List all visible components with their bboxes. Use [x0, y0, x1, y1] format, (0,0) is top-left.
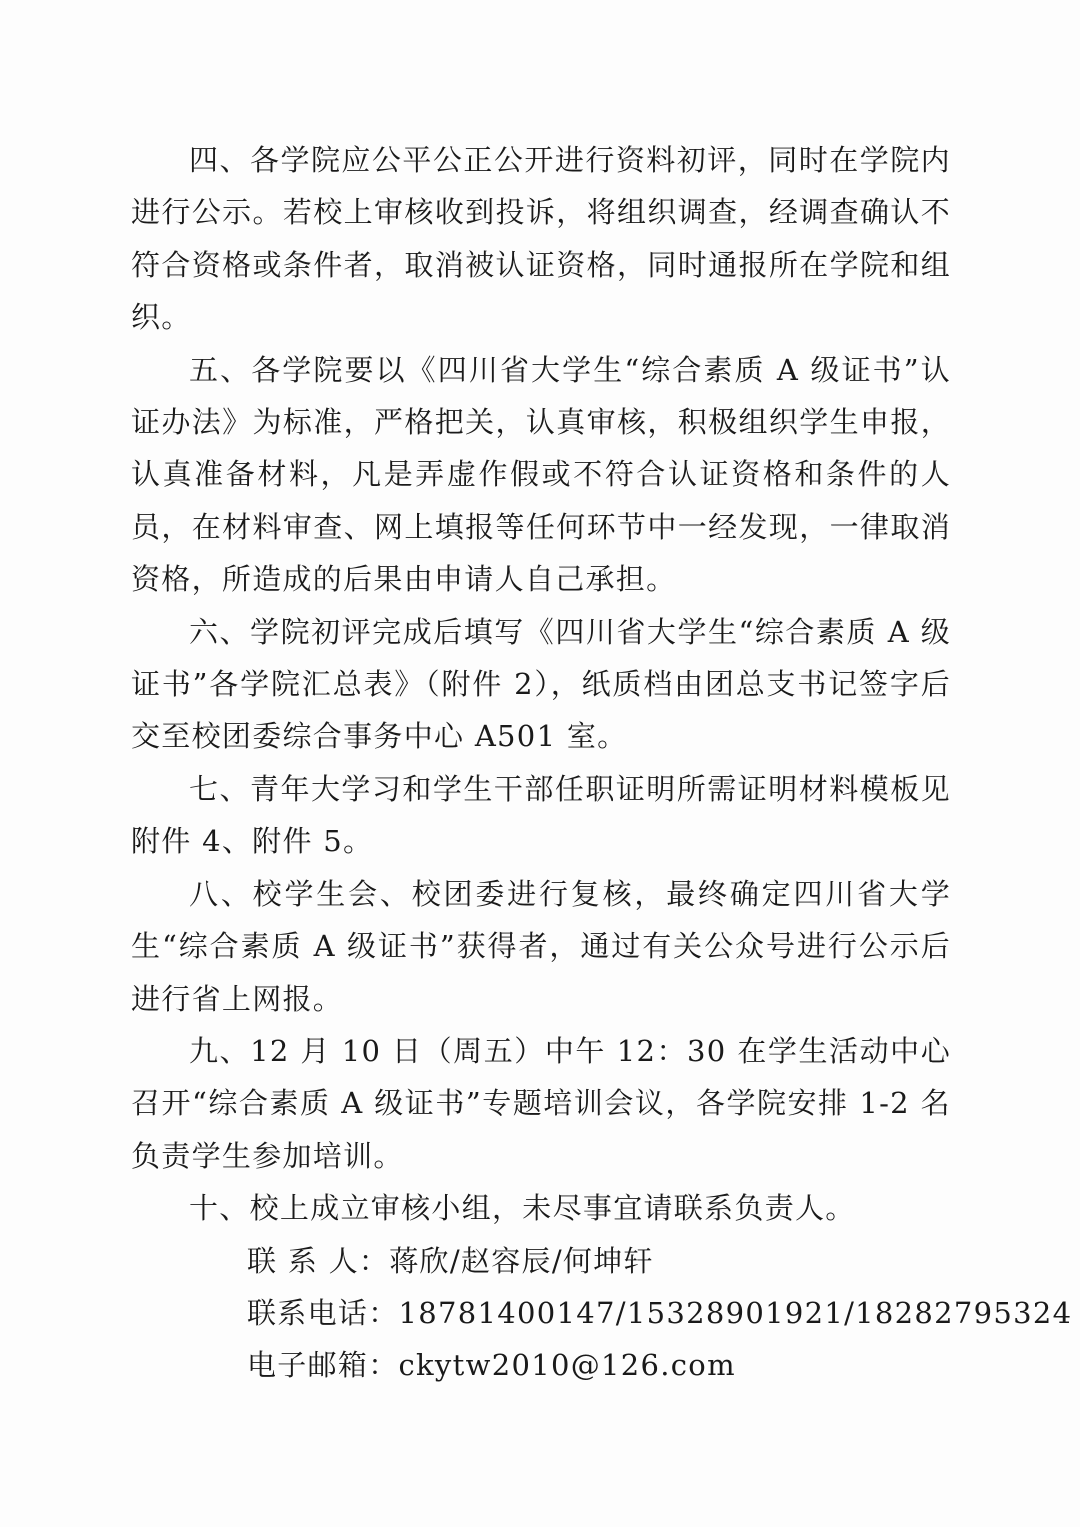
paragraph-4-initial-review: 四、各学院应公平公正公开进行资料初评，同时在学院内进行公示。若校上审核收到投诉，将组织调查，经调查确认不符合资格或条件者，取消被认证资格，同时通报所在学院和组织。	[131, 143, 951, 335]
contact-person-label: 联 系 人：	[247, 1243, 390, 1278]
paragraph-9-training-meeting: 九、12 月 10 日（周五）中午 12：30 在学生活动中心召开“综合素质 A 级证书”专题培训会议，各学院安排 1-2 名负责学生参加培训。	[131, 1033, 951, 1173]
contact-phone-value: 18781400147/15328901921/18282795324	[398, 1295, 1073, 1330]
paragraph-5-review-standards: 五、各学院要以《四川省大学生“综合素质 A 级证书”认证办法》为标准，严格把关，认真审核，积极组织学生申报，认真准备材料，凡是弄虚作假或不符合认证资格和条件的人员，在材料审查、网上填报等任何环节中一经发现，一律取消资格，所造成的后果由申请人自己承担。	[131, 352, 951, 597]
document-body	[131, 134, 1073, 1392]
contact-person-line	[131, 1235, 951, 1287]
contact-phone-line	[131, 1287, 1073, 1339]
contact-email-line	[131, 1339, 951, 1391]
paragraph-10-review-group: 十、校上成立审核小组，未尽事宜请联系负责人。	[189, 1191, 856, 1226]
contact-email-value: ckytw2010@126.com	[398, 1348, 736, 1383]
contact-phone-label: 联系电话：	[247, 1295, 399, 1330]
contact-email-label: 电子邮箱：	[247, 1348, 399, 1383]
paragraph-7-templates: 七、青年大学习和学生干部任职证明所需证明材料模板见附件 4、附件 5。	[131, 771, 951, 859]
paragraph-6-summary-form: 六、学院初评完成后填写《四川省大学生“综合素质 A 级证书”各学院汇总表》（附件 2），纸质档由团总支书记签字后交至校团委综合事务中心 A501 室。	[131, 614, 951, 754]
paragraph-8-final-review: 八、校学生会、校团委进行复核，最终确定四川省大学生“综合素质 A 级证书”获得者，通过有关公众号进行公示后进行省上网报。	[131, 876, 951, 1016]
contact-person-value: 蒋欣/赵容辰/何坤轩	[389, 1243, 654, 1278]
